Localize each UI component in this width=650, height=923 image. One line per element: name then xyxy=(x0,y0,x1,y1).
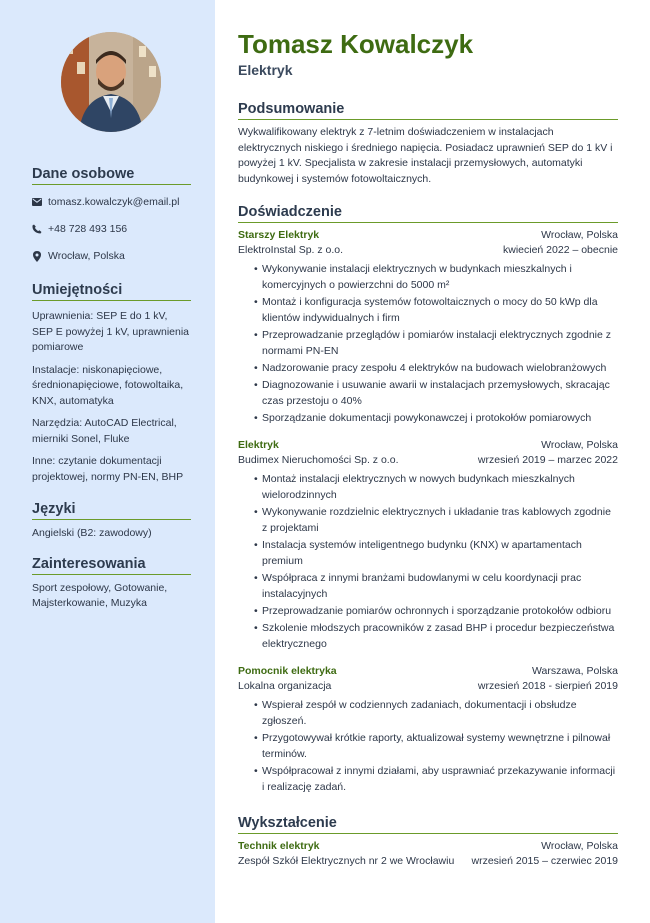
job-header xyxy=(238,228,618,243)
phone-text: +48 728 493 156 xyxy=(48,223,128,235)
job-company: Lokalna organizacja xyxy=(238,680,332,692)
education-subheader xyxy=(238,854,618,869)
phone-contact[interactable] xyxy=(32,223,191,235)
experience-heading: Doświadczenie xyxy=(238,204,618,223)
skill-item: Inne: czytanie dokumentacji projektowej, normy PN-EN, BHP xyxy=(32,455,184,483)
education-title: Technik elektryk xyxy=(238,840,320,852)
candidate-role: Elektryk xyxy=(238,62,293,78)
list-item: • Wspierał zespół w codziennych zadaniach, dokumentacji i obsłudze zgłoszeń. xyxy=(254,697,618,729)
skill-item: Uprawnienia: SEP E do 1 kV, SEP E powyżej 1 kV, uprawnienia pomiarowe xyxy=(32,310,190,353)
skill-item: Narzędzia: AutoCAD Electrical, mierniki Sonel, Fluke xyxy=(32,417,177,445)
candidate-name: Tomasz Kowalczyk xyxy=(238,29,474,59)
summary-text: Wykwalifikowany elektryk z 7-letnim doświadczeniem w instalacjach elektrycznych niskiego i średniego napięcia. Posiadacz uprawnień SEP do 1 kV i powyżej 1 kV. Specjalista w zakresie instalacji przemysłowych, automatyki budynkowej i systemów fotowoltaicznych. xyxy=(238,126,613,185)
education-heading: Wykształcenie xyxy=(238,815,618,834)
interests-heading: Zainteresowania xyxy=(32,556,191,575)
skill-item: Instalacje: niskonapięciowe, średnionapięciowe, fotowoltaika, KNX, automatyka xyxy=(32,363,184,407)
list-item: • Szkolenie młodszych pracowników z zasad BHP i procedur bezpieczeństwa elektrycznego xyxy=(254,620,618,652)
job-bullets xyxy=(254,261,618,426)
experience-section xyxy=(238,204,618,795)
job-company: ElektroInstal Sp. z o.o. xyxy=(238,244,344,256)
job-subheader xyxy=(238,679,618,694)
education-header xyxy=(238,839,618,854)
job-title: Starszy Elektryk xyxy=(238,229,320,241)
list-item: • Sporządzanie dokumentacji powykonawczej i protokołów pomiarowych xyxy=(254,410,618,426)
languages-text: Angielski (B2: zawodowy) xyxy=(32,527,152,539)
interests-text: Sport zespołowy, Gotowanie, Majsterkowanie, Muzyka xyxy=(32,581,168,609)
list-item: • Montaż i konfiguracja systemów fotowoltaicznych o mocy do 50 kWp dla klientów indywidualnych i firm xyxy=(254,294,618,326)
job-dates: wrzesień 2018 - sierpień 2019 xyxy=(477,680,618,692)
phone-icon xyxy=(32,224,42,234)
education-section xyxy=(238,815,618,869)
list-item: • Wykonywanie rozdzielnic elektrycznych i układanie tras kablowych zgodnie z projektami xyxy=(254,504,618,536)
job-location: Warszawa, Polska xyxy=(532,665,618,677)
job-subheader xyxy=(238,243,618,258)
job-title: Elektryk xyxy=(238,439,279,451)
email-contact[interactable] xyxy=(32,196,191,208)
main-content xyxy=(238,28,618,869)
location-text: Wrocław, Polska xyxy=(48,250,125,262)
summary-section xyxy=(238,101,618,187)
job-subheader xyxy=(238,453,618,468)
list-item: • Współpracował z innymi działami, aby usprawniać przekazywanie informacji i realizację zadań. xyxy=(254,763,618,795)
education-dates: wrzesień 2015 – czerwiec 2019 xyxy=(471,855,618,867)
profile-photo xyxy=(61,32,161,132)
job-bullets xyxy=(254,697,618,795)
job-entry xyxy=(238,228,618,426)
job-location: Wrocław, Polska xyxy=(541,439,618,451)
list-item: • Wykonywanie instalacji elektrycznych w budynkach mieszkalnych i komercyjnych o powierzchni do 5000 m² xyxy=(254,261,618,293)
skills-heading: Umiejętności xyxy=(32,282,191,301)
list-item: • Nadzorowanie pracy zespołu 4 elektryków na budowach wielobranżowych xyxy=(254,360,618,376)
list-item: • Przeprowadzanie przeglądów i pomiarów instalacji elektrycznych zgodnie z normami PN-EN xyxy=(254,327,618,359)
job-entry xyxy=(238,438,618,652)
job-location: Wrocław, Polska xyxy=(541,229,618,241)
job-company: Budimex Nieruchomości Sp. z o.o. xyxy=(238,454,399,466)
sidebar xyxy=(0,0,215,923)
job-bullets xyxy=(254,471,618,652)
list-item: • Instalacja systemów inteligentnego budynku (KNX) w apartamentach premium xyxy=(254,537,618,569)
education-school: Zespół Szkół Elektrycznych nr 2 we Wrocławiu xyxy=(238,855,455,867)
location-contact xyxy=(32,250,191,262)
personal-heading: Dane osobowe xyxy=(32,166,191,185)
envelope-icon xyxy=(32,197,42,207)
list-item: • Diagnozowanie i usuwanie awarii w instalacjach przemysłowych, skracając czas przestoju o 40% xyxy=(254,377,618,409)
job-dates: wrzesień 2019 – marzec 2022 xyxy=(477,454,618,466)
summary-heading: Podsumowanie xyxy=(238,101,618,120)
avatar xyxy=(61,32,161,132)
job-entry xyxy=(238,664,618,795)
job-header xyxy=(238,438,618,453)
list-item: • Montaż instalacji elektrycznych w nowych budynkach mieszkalnych wielorodzinnych xyxy=(254,471,618,503)
job-dates: kwiecień 2022 – obecnie xyxy=(503,244,618,256)
education-location: Wrocław, Polska xyxy=(541,840,618,852)
email-text: tomasz.kowalczyk@email.pl xyxy=(48,196,180,208)
job-header xyxy=(238,664,618,679)
languages-heading: Języki xyxy=(32,501,191,520)
map-pin-icon xyxy=(32,251,42,261)
list-item: • Przygotowywał krótkie raporty, aktualizował systemy wewnętrzne i pilnował terminów. xyxy=(254,730,618,762)
list-item: • Przeprowadzanie pomiarów ochronnych i sporządzanie protokołów odbioru xyxy=(254,603,618,619)
list-item: • Współpraca z innymi branżami budowlanymi w celu koordynacji prac instalacyjnych xyxy=(254,570,618,602)
job-title: Pomocnik elektryka xyxy=(238,665,337,677)
